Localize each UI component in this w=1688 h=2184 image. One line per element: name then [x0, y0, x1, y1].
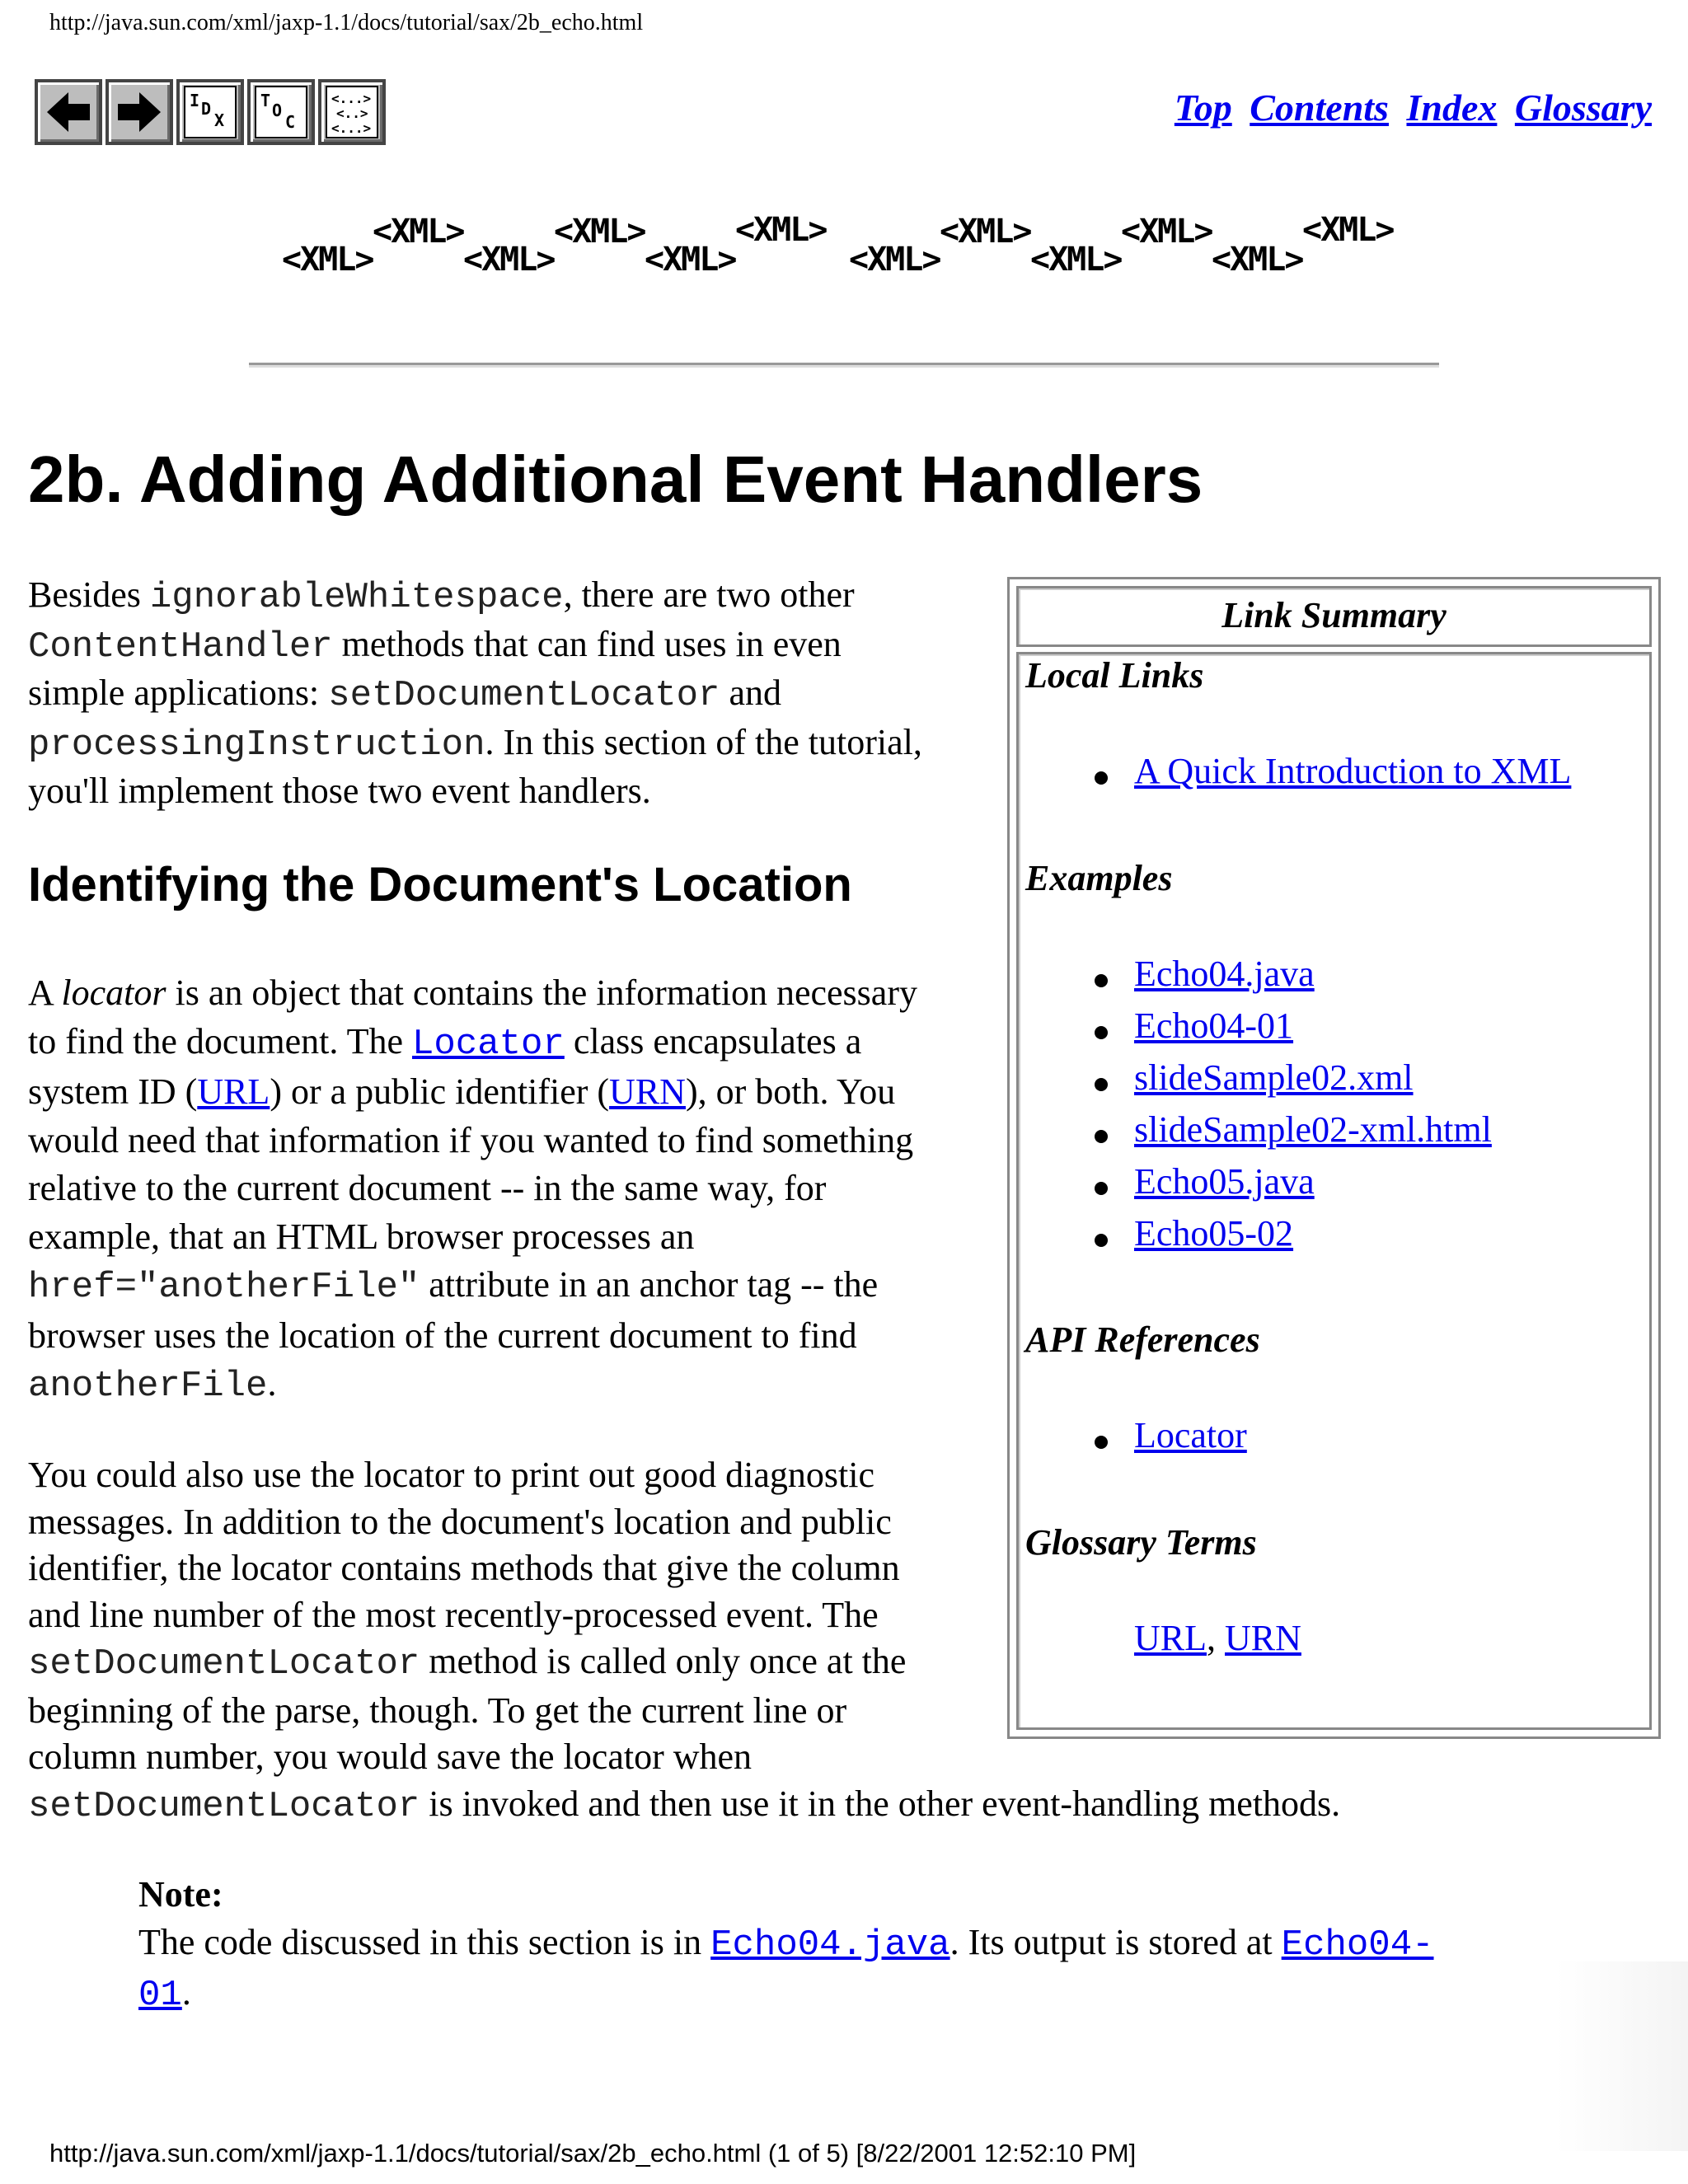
xml-banner-tag: <XML> [735, 211, 827, 249]
bullet [1095, 771, 1108, 785]
top-links [1166, 86, 1652, 129]
glossary-icon [325, 85, 379, 139]
bullet [1095, 1182, 1108, 1195]
previous-button[interactable] [35, 79, 102, 145]
glossary-button[interactable] [318, 79, 386, 145]
bullet [1095, 1234, 1108, 1247]
link-echo04-java[interactable]: Echo04.java [1134, 954, 1315, 994]
glossary-urn-link[interactable]: URN [1225, 1618, 1301, 1658]
svg-text:<...>: <...> [331, 120, 372, 136]
xml-banner-tag: <XML> [1030, 241, 1122, 279]
svg-text:I: I [190, 91, 200, 110]
xml-banner-tag: <XML> [645, 241, 736, 279]
xml-banner-tag: <XML> [1302, 211, 1394, 249]
bullet [1095, 1436, 1108, 1449]
svg-text:D: D [201, 99, 212, 119]
note-block: Note: The code discussed in this section is in Echo04.java. Its output is stored at Echo04- 01. [138, 1871, 1556, 2019]
link-summary-box [1007, 577, 1661, 1739]
xml-banner-tag: <XML> [282, 241, 373, 279]
glossary-link[interactable]: Glossary [1514, 87, 1652, 129]
link-summary-title: Link Summary [1016, 586, 1652, 647]
svg-text:<..>: <..> [336, 105, 368, 121]
link-echo05-02[interactable]: Echo05-02 [1134, 1213, 1294, 1254]
glossary-url-link[interactable]: URL [1134, 1618, 1207, 1658]
xml-banner-tag: <XML> [373, 213, 464, 251]
toc-icon [254, 85, 308, 139]
locator-paragraph: A locator is an object that contains the information necessary to find the document. The Locator class encapsulates a system ID (URL) or a public identifier (URN), or both. You would need that information if you wanted to find something relative to the current document -- in the same way, for example, that an HTML browser processes an href="anotherFile" attribute in an anchor tag -- the browser uses the location of the current document to find anotherFile. [28, 972, 917, 1407]
xml-banner [272, 206, 1409, 280]
bullet [1095, 1078, 1108, 1091]
top-link[interactable]: Top [1174, 87, 1232, 129]
horizontal-rule [249, 363, 1439, 368]
page-url-header: http://java.sun.com/xml/jaxp-1.1/docs/tutorial/sax/2b_echo.html [49, 10, 644, 35]
link-slidesample02-xml-html[interactable]: slideSample02-xml.html [1134, 1109, 1492, 1150]
local-links-heading: Local Links [1025, 655, 1204, 696]
link-locator-api[interactable]: Locator [1134, 1415, 1247, 1455]
xml-banner-tag: <XML> [940, 213, 1031, 251]
toc-button[interactable] [247, 79, 315, 145]
locator-link[interactable]: Locator [411, 1023, 565, 1065]
glossary-terms-heading: Glossary Terms [1025, 1522, 1257, 1563]
glossary-terms-list: URL, URN [1134, 1618, 1301, 1658]
nav-toolbar [35, 79, 389, 152]
index-button[interactable] [176, 79, 244, 145]
arrow-left-icon [44, 89, 93, 135]
intro-paragraph: Besides ignorableWhitespace, there are two other ContentHandler methods that can find uses in even simple applications: setDocumentLocator and processingInstruction. In this section of the tutorial, you'll implement those two event handlers. [28, 574, 922, 811]
xml-banner-tag: <XML> [1121, 213, 1212, 251]
bullet [1095, 1026, 1108, 1039]
page-url-footer: http://java.sun.com/xml/jaxp-1.1/docs/tutorial/sax/2b_echo.html (1 of 5) [8/22/2001 12:52:10 PM] [49, 2139, 1137, 2168]
svg-text:T: T [260, 91, 271, 110]
link-echo04-01[interactable]: Echo04-01 [1134, 1005, 1294, 1046]
svg-text:<...>: <...> [331, 91, 372, 106]
contents-link[interactable]: Contents [1250, 87, 1389, 129]
xml-banner-tag: <XML> [1212, 241, 1303, 279]
examples-heading: Examples [1025, 858, 1173, 898]
echo04-java-link[interactable]: Echo04.java [710, 1924, 950, 1966]
svg-text:O: O [272, 101, 283, 120]
scan-shade [1556, 1961, 1688, 2151]
index-link[interactable]: Index [1406, 87, 1498, 129]
xml-banner-tag: <XML> [554, 213, 645, 251]
api-references-heading: API References [1025, 1319, 1260, 1360]
link-quick-intro-xml[interactable]: A Quick Introduction to XML [1134, 751, 1572, 791]
xml-banner-tag: <XML> [849, 241, 940, 279]
xml-banner-tag: <XML> [463, 241, 555, 279]
link-echo05-java[interactable]: Echo05.java [1134, 1161, 1315, 1202]
url-link[interactable]: URL [197, 1071, 270, 1112]
link-summary-body [1016, 652, 1652, 1730]
note-label: Note: [138, 1874, 223, 1915]
next-button[interactable] [106, 79, 173, 145]
index-icon [183, 85, 237, 139]
page-title: 2b. Adding Additional Event Handlers [28, 443, 1203, 516]
link-slidesample02-xml[interactable]: slideSample02.xml [1134, 1057, 1414, 1098]
bullet [1095, 1130, 1108, 1143]
urn-link[interactable]: URN [609, 1071, 686, 1112]
svg-text:C: C [285, 112, 296, 132]
echo04-01-link[interactable]: Echo04- 01 [138, 1924, 1434, 2016]
diagnostic-paragraph: You could also use the locator to print out good diagnostic messages. In addition to the document's location and public identifier, the locator contains methods that give the column and line number of the most recently-processed event. The setDocumentLocator method is called only once at the beginning of the parse, though. To get the current line or column number, you would save the locator when setDocumentLocator is invoked and then use it in the other event-handling methods. [28, 1455, 1341, 1827]
svg-text:X: X [214, 110, 225, 130]
section-heading: Identifying the Document's Location [28, 858, 852, 912]
bullet [1095, 974, 1108, 987]
arrow-right-icon [115, 89, 164, 135]
